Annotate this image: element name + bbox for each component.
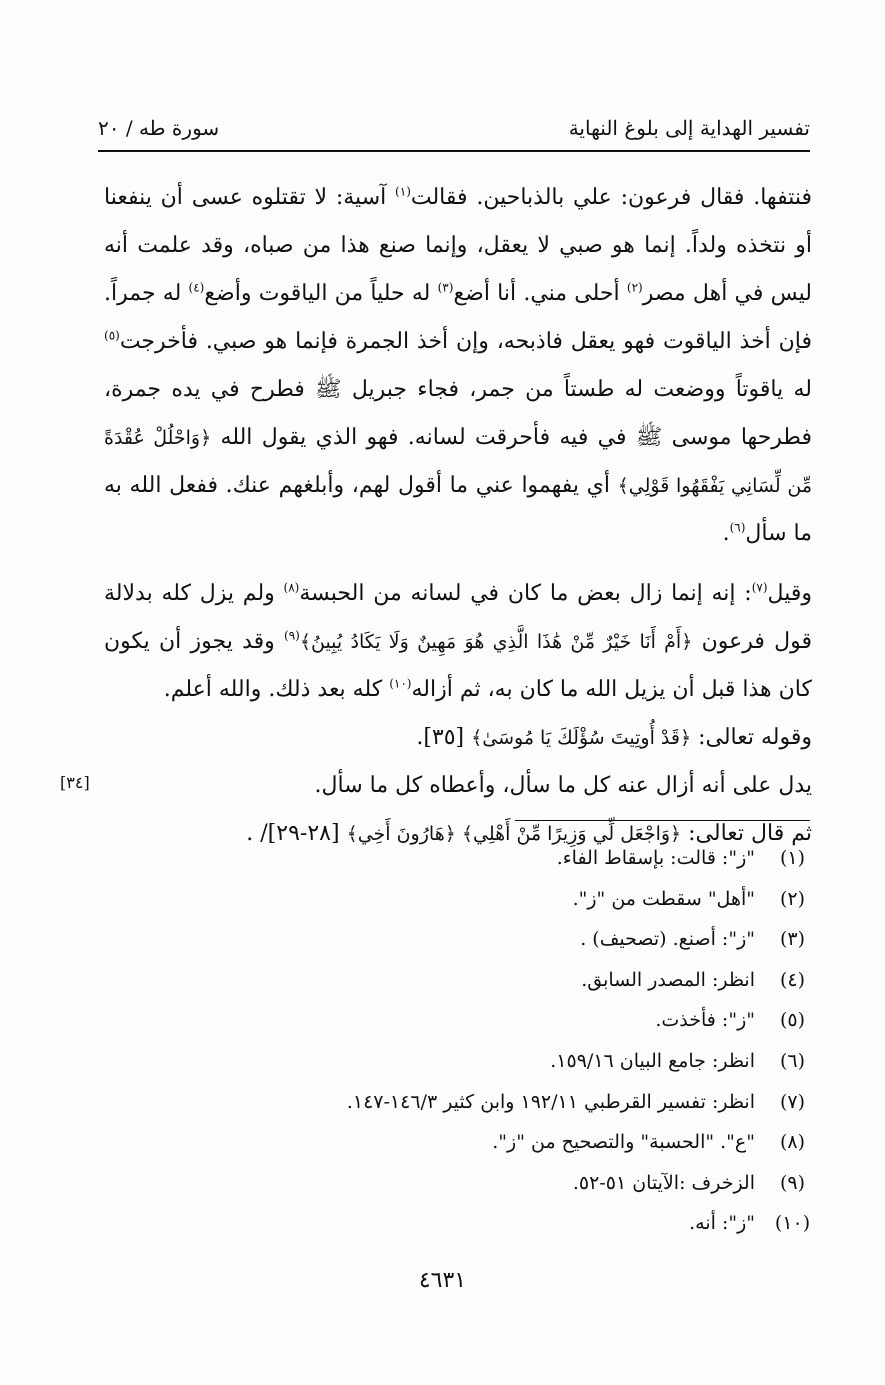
footnote-marker: (١) bbox=[395, 184, 411, 199]
text-run: وقد يجوز أن يكون كان هذا قبل أن يزيل الله ما كان به، ثم أزاله bbox=[104, 629, 812, 702]
text-run: وقيل bbox=[767, 581, 812, 606]
footnote-number: (٣) bbox=[779, 928, 806, 951]
text-run: أي يفهموا عني ما أقول لهم، وأبلغهم عنك. ففعل الله به ما سأل bbox=[104, 473, 812, 546]
footnote-text: "ز": فأخذت. bbox=[655, 1009, 755, 1032]
main-text bbox=[104, 174, 812, 858]
margin-reference: [٣٤] bbox=[60, 773, 90, 792]
paragraph bbox=[104, 762, 812, 810]
footnote bbox=[180, 960, 820, 1001]
text-run: . bbox=[722, 521, 730, 546]
footnote-number: (٥) bbox=[779, 1009, 806, 1032]
footnote-text: "ز": أصنع. (تصحيف) . bbox=[580, 928, 755, 951]
footnote-number: (٨) bbox=[779, 1131, 806, 1154]
footnote bbox=[180, 1122, 820, 1163]
quran-verse: ﴿وَاجْعَل لِّي وَزِيرًا مِّنْ أَهْلِي﴾ ﴿هَارُونَ أَخِي﴾ bbox=[346, 823, 682, 845]
footnote-text: انظر: تفسير القرطبي ١٩٢/١١ وابن كثير ١٤٦/٣-١٤٧. bbox=[346, 1090, 755, 1113]
header-rule bbox=[98, 150, 810, 152]
text-run: ثم قال تعالى: bbox=[681, 821, 812, 846]
text-run: له ياقوتاً ووضعت له طستاً من جمر، فجاء جبريل ﷺ فطرح في يده جمرة، فطرحها موسى ﷺ في فيه فأحرقت لسانه. فهو الذي يقول الله bbox=[104, 377, 812, 450]
footnote-text: انظر: المصدر السابق. bbox=[581, 968, 755, 991]
text-run: فنتفها. فقال فرعون: علي بالذباحين. فقالت bbox=[410, 185, 812, 210]
footnote bbox=[180, 1203, 820, 1244]
text-run: يدل على أنه أزال عنه كل ما سأل، وأعطاه كل ما سأل. bbox=[314, 773, 812, 798]
footnote-marker: (٥) bbox=[104, 328, 120, 343]
footnote bbox=[180, 879, 820, 920]
text-run: كله بعد ذلك. والله أعلم. bbox=[163, 677, 390, 702]
paragraph bbox=[104, 570, 812, 714]
footnote-marker: (٢) bbox=[626, 280, 643, 295]
text-run: وقوله تعالى: bbox=[691, 725, 812, 750]
footnote-number: (٩) bbox=[779, 1171, 806, 1194]
text-run: [٢٨-٢٩]/ . bbox=[246, 821, 347, 846]
footnote-marker: (٦) bbox=[729, 520, 746, 535]
footnote-text: "أهل" سقطت من "ز". bbox=[572, 887, 755, 910]
text-run: : إنه إنما زال بعض ما كان في لسانه من الحبسة bbox=[299, 581, 752, 606]
footnote bbox=[180, 1163, 820, 1204]
footnote-text: انظر: جامع البيان ١٥٩/١٦. bbox=[550, 1049, 755, 1072]
paragraph bbox=[104, 174, 812, 558]
paragraph bbox=[104, 714, 812, 762]
footnote-number: (٦) bbox=[779, 1049, 806, 1072]
quran-verse: ﴿قَدْ أُوتِيتَ سُؤْلَكَ يَا مُوسَىٰ﴾ bbox=[471, 727, 692, 749]
footnote-number: (٧) bbox=[779, 1090, 806, 1113]
footnote-rule bbox=[515, 820, 810, 821]
text-run: آسية: لا تقتلوه عسى أن ينفعنا أو نتخذه ولداً. إنما هو صبي لا يعقل، وإنما صنع هذا من صباه، وقد علمت أنه ليس في أهل مصر bbox=[104, 185, 812, 306]
text-run: [٣٥]. bbox=[416, 725, 472, 750]
text-run: أحلى مني. أنا أضع bbox=[453, 281, 627, 306]
footnote-text: "ز": قالت: بإسقاط الفاء. bbox=[556, 847, 755, 869]
page-number: ٤٦٣١ bbox=[418, 1268, 467, 1293]
footnote-number: (١٠) bbox=[774, 1212, 811, 1235]
text-run: ولم يزل كله بدلالة قول فرعون bbox=[104, 581, 813, 654]
footnote-number: (٤) bbox=[779, 968, 806, 991]
footnote-marker: (٩) bbox=[284, 628, 300, 643]
running-header bbox=[98, 108, 810, 148]
footnote bbox=[180, 838, 820, 879]
footnote-marker: (٧) bbox=[751, 580, 768, 595]
footnote bbox=[180, 1082, 820, 1123]
footnote-marker: (٣) bbox=[437, 280, 454, 295]
footnote-marker: (٤) bbox=[188, 280, 205, 295]
surah-label: سورة طه / ٢٠ bbox=[98, 116, 220, 140]
footnote-text: "ز": أنه. bbox=[689, 1212, 755, 1235]
footnote-number: (٢) bbox=[779, 887, 806, 910]
footnotes bbox=[180, 838, 820, 1244]
text-run: له حلياً من الياقوت وأضع bbox=[204, 281, 438, 306]
footnote-marker: (٨) bbox=[283, 580, 300, 595]
footnote-text: "ع". "الحسبة" والتصحيح من "ز". bbox=[492, 1131, 755, 1154]
footnote-text: الزخرف :الآيتان ٥١-٥٢. bbox=[572, 1171, 755, 1194]
quran-verse: ﴿أَمْ أَنَا خَيْرٌ مِّنْ هَٰذَا الَّذِي هُوَ مَهِينٌ وَلَا يَكَادُ يُبِينُ﴾ bbox=[299, 631, 693, 653]
book-title: تفسير الهداية إلى بلوغ النهاية bbox=[568, 116, 810, 140]
footnote bbox=[180, 1041, 820, 1082]
footnote-marker: (١٠) bbox=[389, 676, 412, 691]
footnote-number: (١) bbox=[779, 847, 806, 869]
quran-verse: ﴿وَاحْلُلْ عُقْدَةً مِّن لِّسَانِي يَفْقَهُوا قَوْلِي﴾ bbox=[104, 427, 812, 497]
text-run: له جمراً. فإن أخذ الياقوت فهو يعقل فاذبحه، وإن أخذ الجمرة فإنما هو صبي. فأخرجت bbox=[104, 281, 812, 354]
footnote bbox=[180, 919, 820, 960]
footnote bbox=[180, 1000, 820, 1041]
